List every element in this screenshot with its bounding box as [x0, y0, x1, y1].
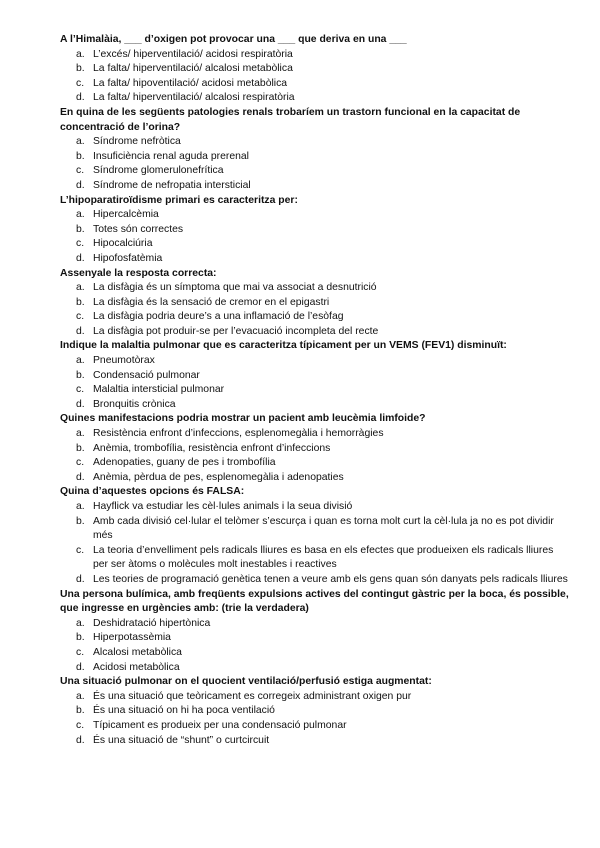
question-text: A l’Himalàia, ___ d’oxigen pot provocar una ___ que deriva en una ___	[60, 34, 407, 45]
option-letter: b.	[76, 296, 85, 308]
option-item	[60, 135, 570, 150]
option-letter: d.	[76, 398, 85, 410]
option-letter: b.	[76, 515, 85, 527]
option-item	[60, 617, 570, 632]
option-item	[60, 471, 570, 486]
option-text: Hipocalciúria	[93, 238, 153, 250]
option-letter: d.	[76, 471, 85, 483]
option-item	[60, 223, 570, 238]
question-5	[60, 339, 570, 412]
option-text: Alcalosi metabòlica	[93, 646, 182, 658]
option-text: La disfàgia pot produir-se per l’evacuació incompleta del recte	[93, 325, 379, 337]
question-text: Quines manifestacions podria mostrar un pacient amb leucèmia limfoide?	[60, 413, 426, 425]
option-letter: d.	[76, 92, 85, 104]
option-letter: a.	[76, 355, 85, 367]
option-text: Típicament es produeix per una condensació pulmonar	[93, 719, 347, 731]
option-text: És una situació de “shunt” o curtcircuit	[93, 734, 270, 746]
option-text: Insuficiència renal aguda prerenal	[93, 150, 249, 162]
option-item	[60, 164, 570, 179]
question-text: Una situació pulmonar on el quocient ventilació/perfusió estiga augmentat:	[60, 676, 432, 688]
option-letter: a.	[76, 282, 85, 294]
option-letter: a.	[76, 501, 85, 512]
option-text: La falta/ hipoventilació/ acidosi metabòlica	[93, 77, 288, 89]
option-list	[60, 135, 570, 193]
option-letter: d.	[76, 661, 85, 673]
option-text: Anèmia, trombofília, resistència enfront d’infeccions	[93, 442, 331, 454]
option-text: Amb cada divisió cel·lular el telòmer s’escurça i quan es torna molt curt la cèl·lula ja no es pot dividir més	[93, 515, 554, 542]
option-text: Hiperpotassèmia	[93, 632, 171, 644]
option-list	[60, 690, 570, 748]
option-list	[60, 48, 570, 106]
option-text: Síndrome de nefropatia intersticial	[93, 179, 251, 191]
option-letter: a.	[76, 428, 85, 440]
option-letter: c.	[76, 77, 85, 89]
option-letter: c.	[76, 646, 85, 658]
option-letter: b.	[76, 632, 85, 644]
option-item	[60, 237, 570, 252]
option-item	[60, 48, 570, 63]
option-text: Malaltia intersticial pulmonar	[93, 384, 225, 396]
option-item	[60, 515, 570, 544]
question-2	[60, 106, 570, 194]
option-letter: d.	[76, 734, 85, 746]
question-4	[60, 267, 570, 340]
option-letter: c.	[76, 544, 85, 556]
option-item	[60, 369, 570, 384]
option-text: La falta/ hiperventilació/ alcalosi metabòlica	[93, 63, 293, 75]
option-item	[60, 427, 570, 442]
option-text: L’excés/ hiperventilació/ acidosi respiratòria	[93, 48, 293, 60]
option-text: Síndrome glomerulonefrítica	[93, 165, 224, 177]
option-item	[60, 646, 570, 661]
option-text: Síndrome nefròtica	[93, 136, 181, 148]
option-text: Totes són correctes	[93, 223, 184, 235]
option-list	[60, 500, 570, 588]
option-text: Anèmia, pèrdua de pes, esplenomegàlia i adenopaties	[93, 471, 344, 483]
option-text: Resistència enfront d’infeccions, esplenomegàlia i hemorràgies	[93, 428, 384, 440]
question-text: Indique la malaltia pulmonar que es caracteritza típicament per un VEMS (FEV1) disminuït:	[60, 340, 507, 352]
option-text: Hipercalcèmia	[93, 209, 159, 221]
option-item	[60, 383, 570, 398]
option-item	[60, 310, 570, 325]
option-letter: a.	[76, 136, 85, 148]
question-3	[60, 194, 570, 267]
question-text: Quina d’aquestes opcions és FALSA:	[60, 486, 245, 498]
option-item	[60, 500, 570, 515]
option-text: És una situació on hi ha poca ventilació	[93, 705, 275, 717]
option-text: És una situació que teòricament es corregeix administrant oxigen pur	[93, 690, 412, 702]
question-9	[60, 675, 570, 748]
option-item	[60, 631, 570, 646]
option-item	[60, 281, 570, 296]
option-item	[60, 62, 570, 77]
question-text: En quina de les següents patologies renals trobaríem un trastorn funcional en la capacitat de concentració de l’orina?	[60, 106, 521, 133]
question-text: L’hipoparatiroïdisme primari es caracteritza per:	[60, 194, 298, 206]
option-item	[60, 661, 570, 676]
option-item	[60, 456, 570, 471]
option-letter: c.	[76, 238, 85, 250]
option-letter: b.	[76, 223, 85, 235]
option-letter: d.	[76, 325, 85, 337]
option-item	[60, 690, 570, 705]
option-text: Acidosi metabòlica	[93, 661, 180, 673]
option-item	[60, 252, 570, 267]
option-text: Hayflick va estudiar les cèl·lules animals i la seua divisió	[93, 501, 353, 512]
option-list	[60, 208, 570, 266]
option-item	[60, 704, 570, 719]
option-text: Bronquitis crònica	[93, 398, 176, 410]
option-item	[60, 573, 570, 588]
option-list	[60, 354, 570, 412]
option-item	[60, 398, 570, 413]
option-item	[60, 442, 570, 457]
question-text: Una persona bulímica, amb freqüents expulsions actives del contingut gàstric per la boca, és possible, que ingresse en urgències amb: (trie la verdadera)	[60, 588, 569, 615]
option-text: Adenopaties, guany de pes i trombofília	[93, 457, 276, 469]
question-text: Assenyale la resposta correcta:	[60, 267, 217, 279]
option-item	[60, 208, 570, 223]
question-7	[60, 485, 570, 587]
option-item	[60, 296, 570, 311]
option-list	[60, 281, 570, 339]
option-item	[60, 719, 570, 734]
option-letter: b.	[76, 442, 85, 454]
option-text: Deshidratació hipertònica	[93, 617, 211, 629]
question-6	[60, 412, 570, 485]
option-list	[60, 617, 570, 675]
option-text: La teoria d’envelliment pels radicals lliures es basa en els efectes que produeixen els radicals lliures per ser àtoms o molècules molt inestables i reactives	[93, 544, 554, 571]
option-item	[60, 354, 570, 369]
option-item	[60, 91, 570, 106]
option-text: La disfàgia és la sensació de cremor en el epigastri	[93, 296, 330, 308]
option-letter: b.	[76, 63, 85, 75]
option-item	[60, 150, 570, 165]
option-letter: a.	[76, 48, 85, 60]
option-letter: c.	[76, 311, 85, 323]
option-text: Les teories de programació genètica tenen a veure amb els gens quan són danyats pels radicals lliures	[93, 573, 568, 585]
option-item	[60, 734, 570, 749]
option-item	[60, 77, 570, 92]
option-letter: c.	[76, 719, 85, 731]
option-letter: a.	[76, 690, 85, 702]
option-letter: a.	[76, 209, 85, 221]
option-text: La disfàgia és un símptoma que mai va associat a desnutrició	[93, 282, 377, 294]
option-item	[60, 544, 570, 573]
option-text: La disfàgia podria deure’s a una inflamació de l’esòfag	[93, 311, 344, 323]
option-letter: b.	[76, 369, 85, 381]
option-text: Pneumotòrax	[93, 355, 155, 367]
option-item	[60, 179, 570, 194]
question-8	[60, 588, 570, 676]
question-1	[60, 33, 570, 106]
option-letter: c.	[76, 165, 85, 177]
option-letter: d.	[76, 179, 85, 191]
option-letter: b.	[76, 705, 85, 717]
option-item	[60, 325, 570, 340]
option-letter: c.	[76, 457, 85, 469]
option-letter: d.	[76, 252, 85, 264]
option-letter: a.	[76, 617, 85, 629]
option-letter: d.	[76, 573, 85, 585]
option-text: La falta/ hiperventilació/ alcalosi respiratòria	[93, 92, 295, 104]
option-text: Hipofosfatèmia	[93, 252, 163, 264]
option-text: Condensació pulmonar	[93, 369, 200, 381]
option-letter: b.	[76, 150, 85, 162]
option-letter: c.	[76, 384, 85, 396]
option-list	[60, 427, 570, 485]
